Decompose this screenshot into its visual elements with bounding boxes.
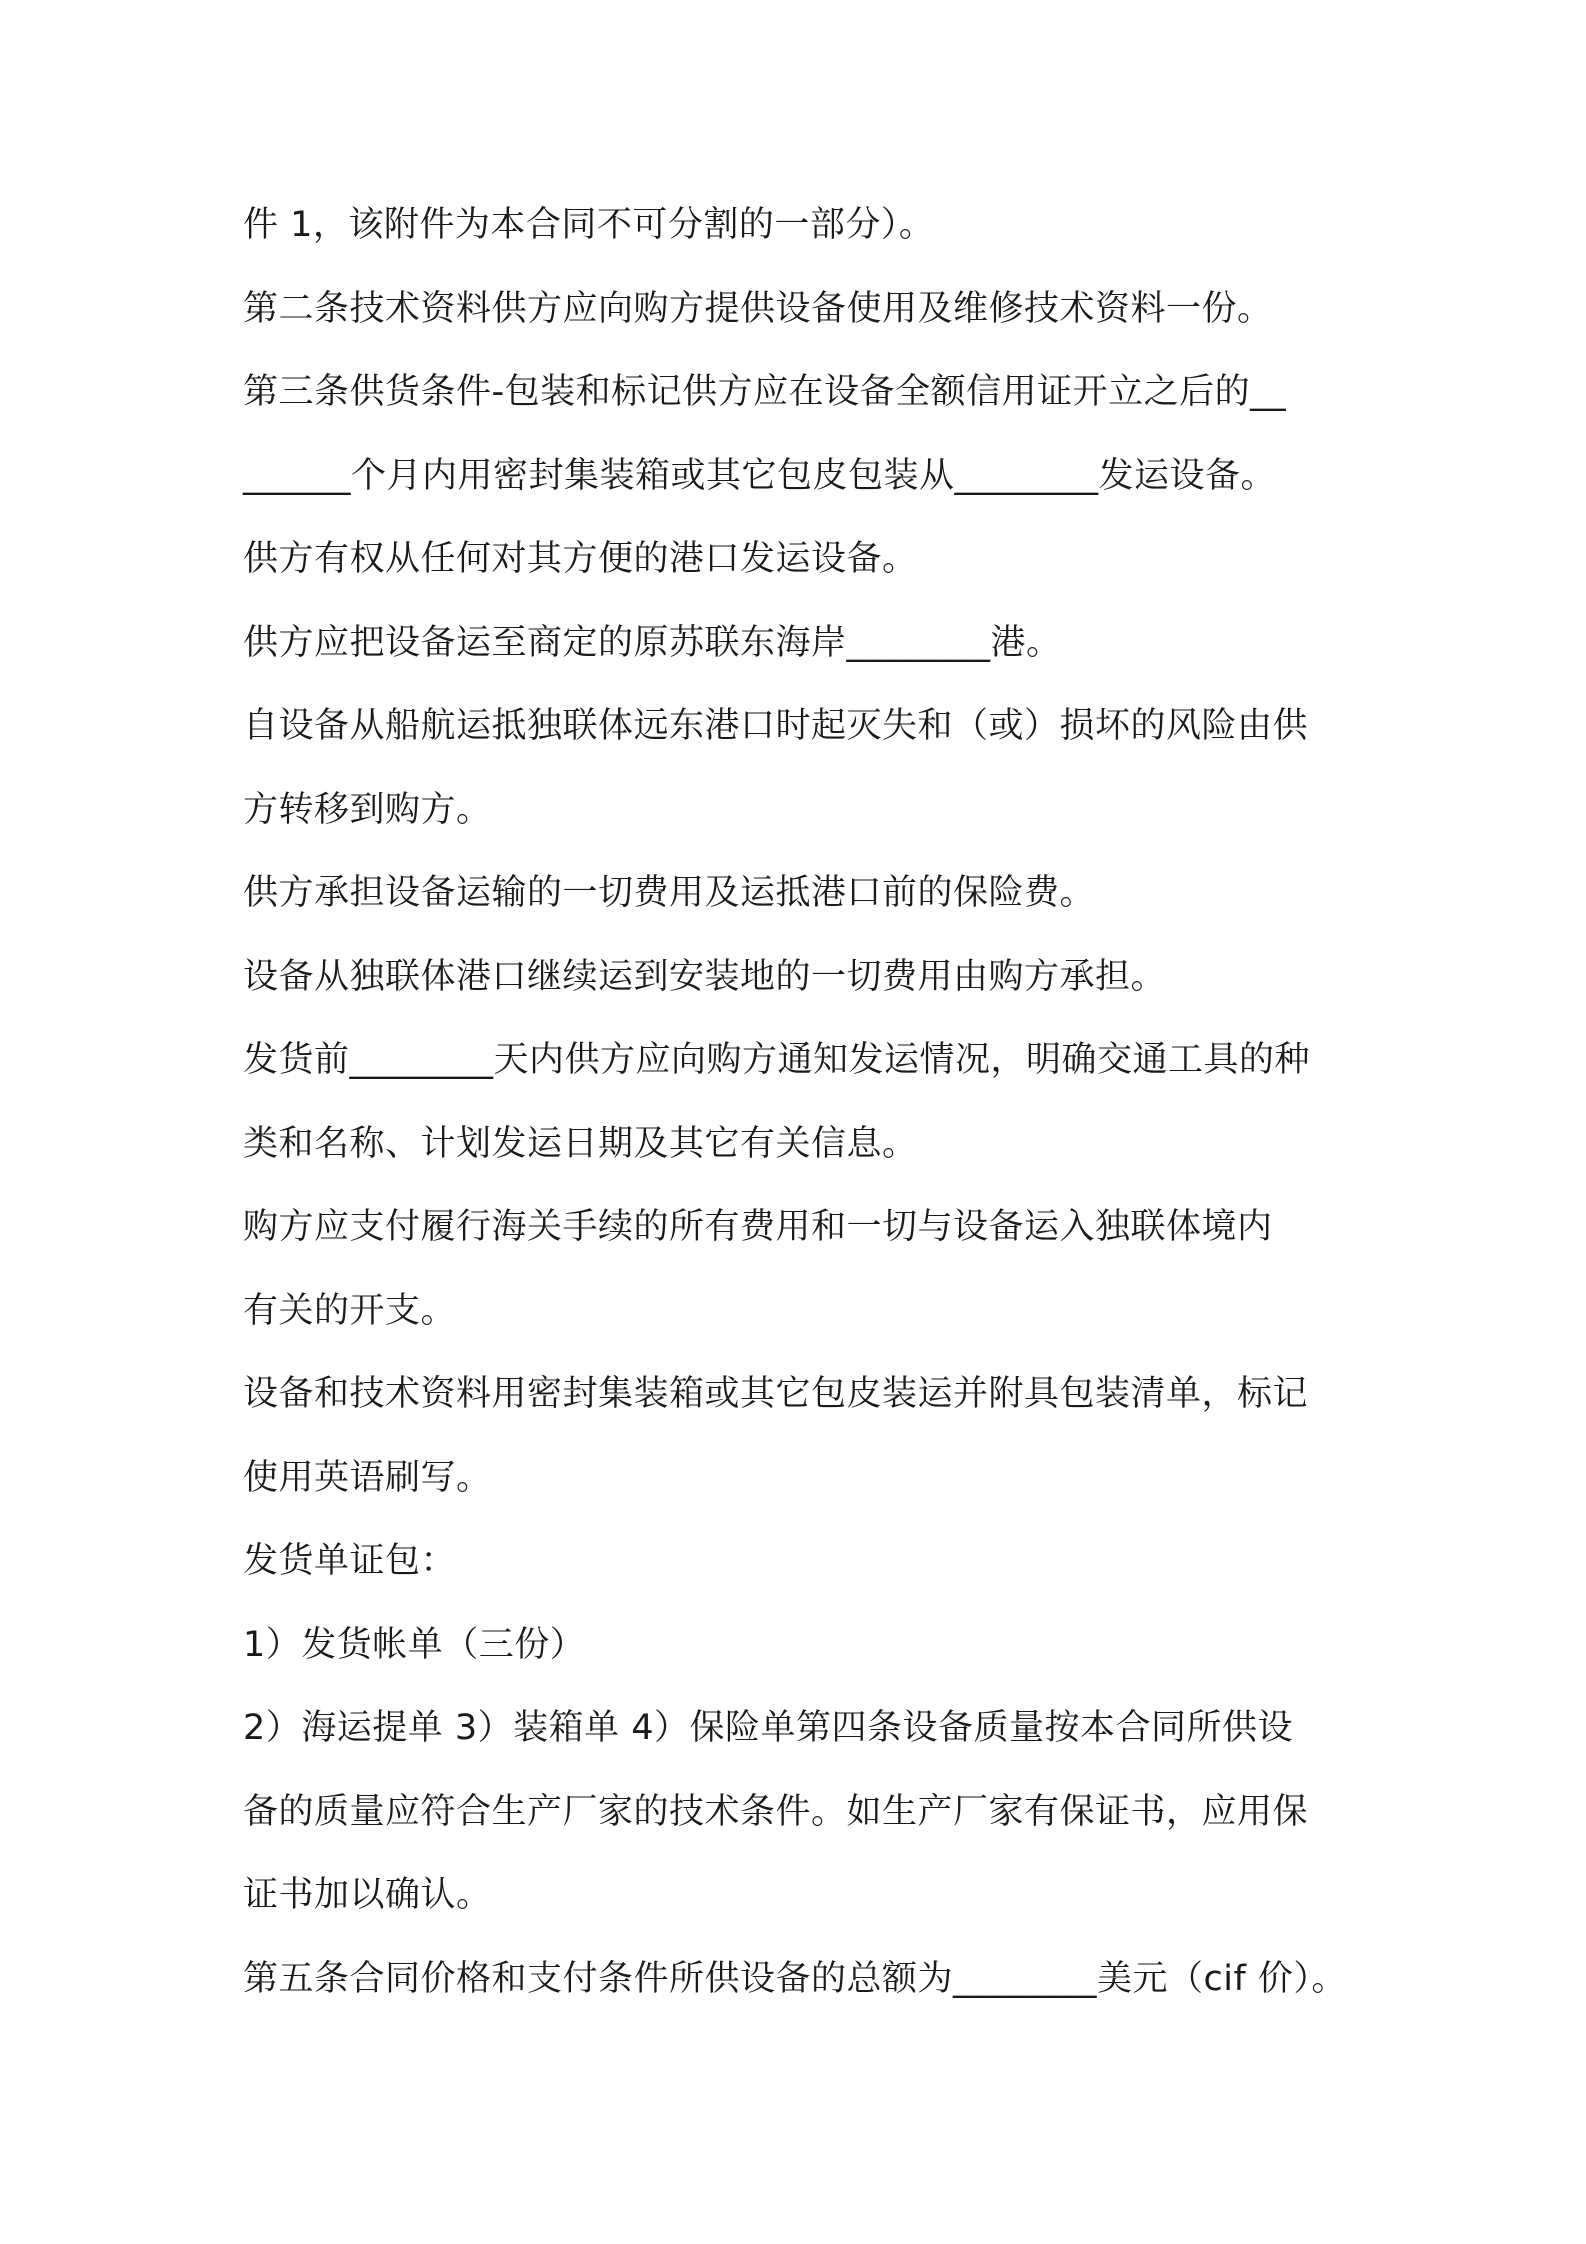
text-line: 1）发货帐单（三份） (243, 1625, 586, 1665)
text-line: 供方承担设备运输的一切费用及运抵港口前的保险费。 (243, 873, 1096, 913)
text-line: 第五条合同价格和支付条件所供设备的总额为________美元（cif 价）。 (243, 1959, 1347, 1999)
text-line: 设备从独联体港口继续运到安装地的一切费用由购方承担。 (243, 957, 1167, 997)
text-line: 方转移到购方。 (243, 790, 492, 830)
text-line: 设备和技术资料用密封集装箱或其它包皮装运并附具包装清单，标记 (243, 1374, 1309, 1414)
text-line: 第二条技术资料供方应向购方提供设备使用及维修技术资料一份。 (243, 289, 1273, 329)
text-line: 发货单证包： (243, 1541, 457, 1581)
text-line: 供方应把设备运至商定的原苏联东海岸________港。 (243, 623, 1062, 663)
text-line: 件 1，该附件为本合同不可分割的一部分）。 (243, 205, 935, 245)
text-line: 证书加以确认。 (243, 1875, 492, 1915)
text-line: 供方有权从任何对其方便的港口发运设备。 (243, 539, 918, 579)
text-line: 自设备从船航运抵独联体远东港口时起灭失和（或）损坏的风险由供 (243, 706, 1309, 746)
text-line: 备的质量应符合生产厂家的技术条件。如生产厂家有保证书，应用保 (243, 1792, 1309, 1832)
text-line: ______个月内用密封集装箱或其它包皮包装从________发运设备。 (243, 456, 1277, 496)
text-line: 类和名称、计划发运日期及其它有关信息。 (243, 1124, 918, 1164)
text-line: 有关的开支。 (243, 1291, 457, 1331)
text-line: 使用英语刷写。 (243, 1458, 492, 1498)
text-line: 发货前________天内供方应向购方通知发运情况，明确交通工具的种 (243, 1040, 1311, 1080)
text-line: 第三条供货条件-包装和标记供方应在设备全额信用证开立之后的__ (243, 372, 1287, 412)
text-line: 2）海运提单 3）装箱单 4）保险单第四条设备质量按本合同所供设 (243, 1708, 1294, 1748)
text-line: 购方应支付履行海关手续的所有费用和一切与设备运入独联体境内 (243, 1207, 1273, 1247)
